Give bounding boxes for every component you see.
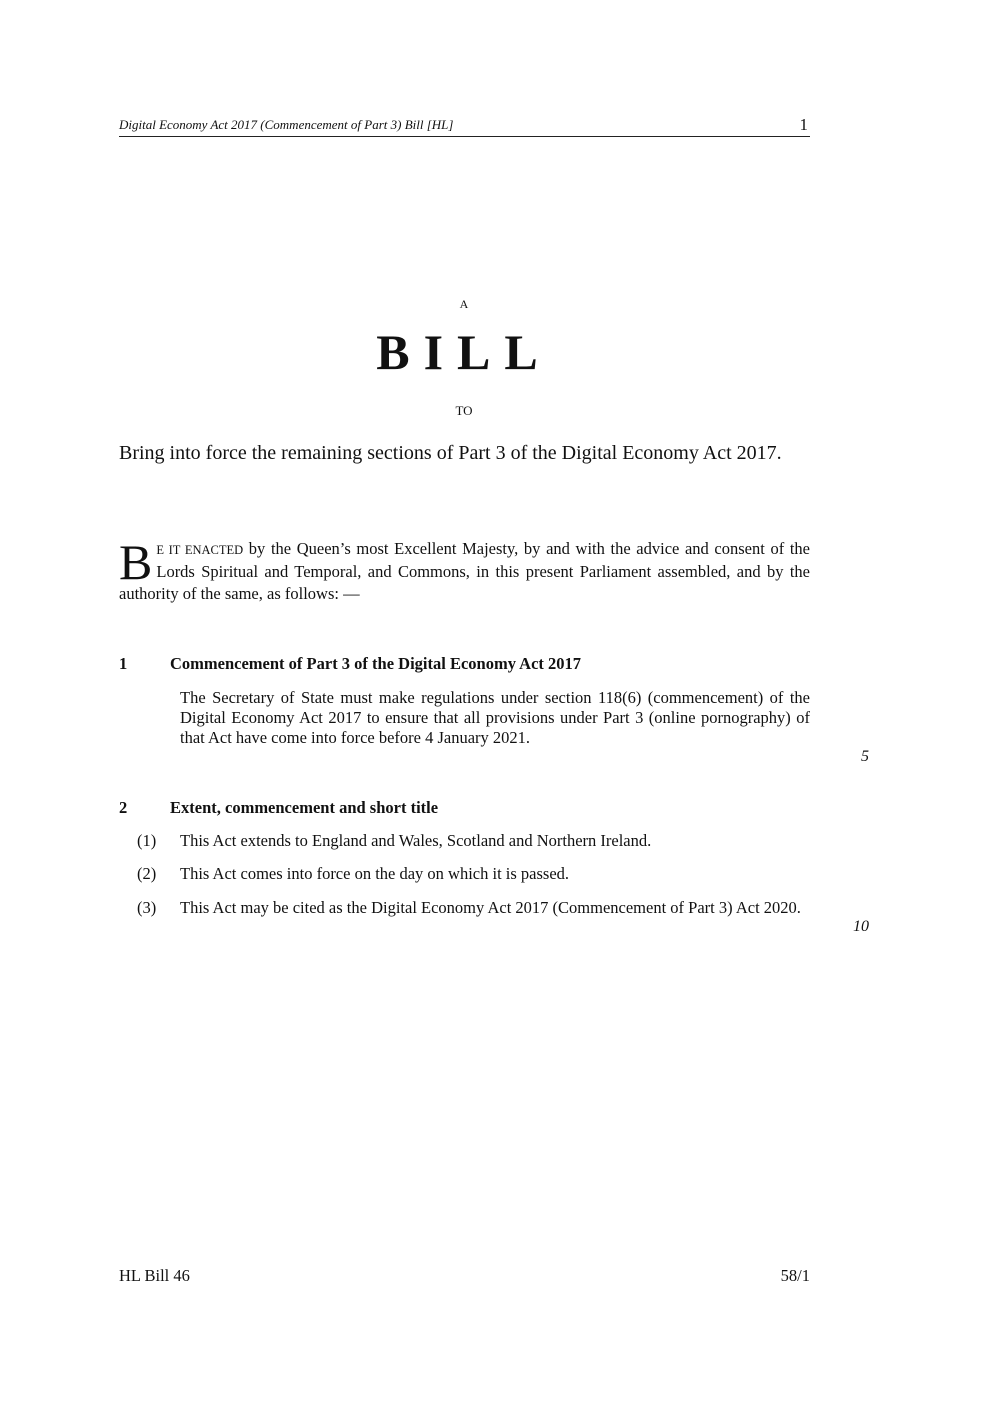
footer-print-reference: 58/1 [780, 1266, 810, 1285]
subsection-text: This Act comes into force on the day on which it is passed. [180, 864, 570, 883]
running-title: Digital Economy Act 2017 (Commencement of Part 3) Bill [HL] [119, 117, 454, 132]
subsection-number: (1) [137, 831, 157, 850]
title-a: A [459, 297, 469, 311]
page-number: 1 [799, 115, 808, 134]
clause-1-body: The Secretary of State must make regulations under section 118(6) (commencement) of the Digital Economy Act 2017 to ensure that all provisions under Part 3 (online pornography) of that Act have come into force before 4 January 2021. [180, 688, 810, 747]
enacting-text: by the Queen’s most Excellent Majesty, by and with the advice and consent of the Lords Spiritual and Temporal, and Commons, in this present Parliament assembled, and by the authority of the same, as follows: — [119, 539, 810, 603]
subsection-number: (2) [137, 864, 157, 883]
drop-cap: B [119, 534, 153, 590]
footer-bill-reference: HL Bill 46 [119, 1266, 190, 1285]
line-number: 10 [853, 918, 869, 935]
clause-heading: Commencement of Part 3 of the Digital Economy Act 2017 [170, 654, 582, 673]
bill-title: BILL [376, 324, 552, 380]
clause-number: 2 [119, 798, 128, 817]
clause-heading: Extent, commencement and short title [170, 798, 439, 817]
line-number: 5 [861, 748, 869, 765]
subsection-text: This Act extends to England and Wales, Scotland and Northern Ireland. [180, 831, 652, 850]
subsection-number: (3) [137, 898, 157, 917]
running-header [119, 115, 810, 137]
enacting-formula [119, 534, 810, 605]
long-title: Bring into force the remaining sections of Part 3 of the Digital Economy Act 2017. [119, 442, 782, 464]
clause-number: 1 [119, 654, 128, 673]
subsection-text: This Act may be cited as the Digital Economy Act 2017 (Commencement of Part 3) Act 2020. [180, 898, 801, 917]
enacting-small-caps: E IT ENACTED [156, 543, 244, 557]
title-to: TO [455, 403, 473, 418]
